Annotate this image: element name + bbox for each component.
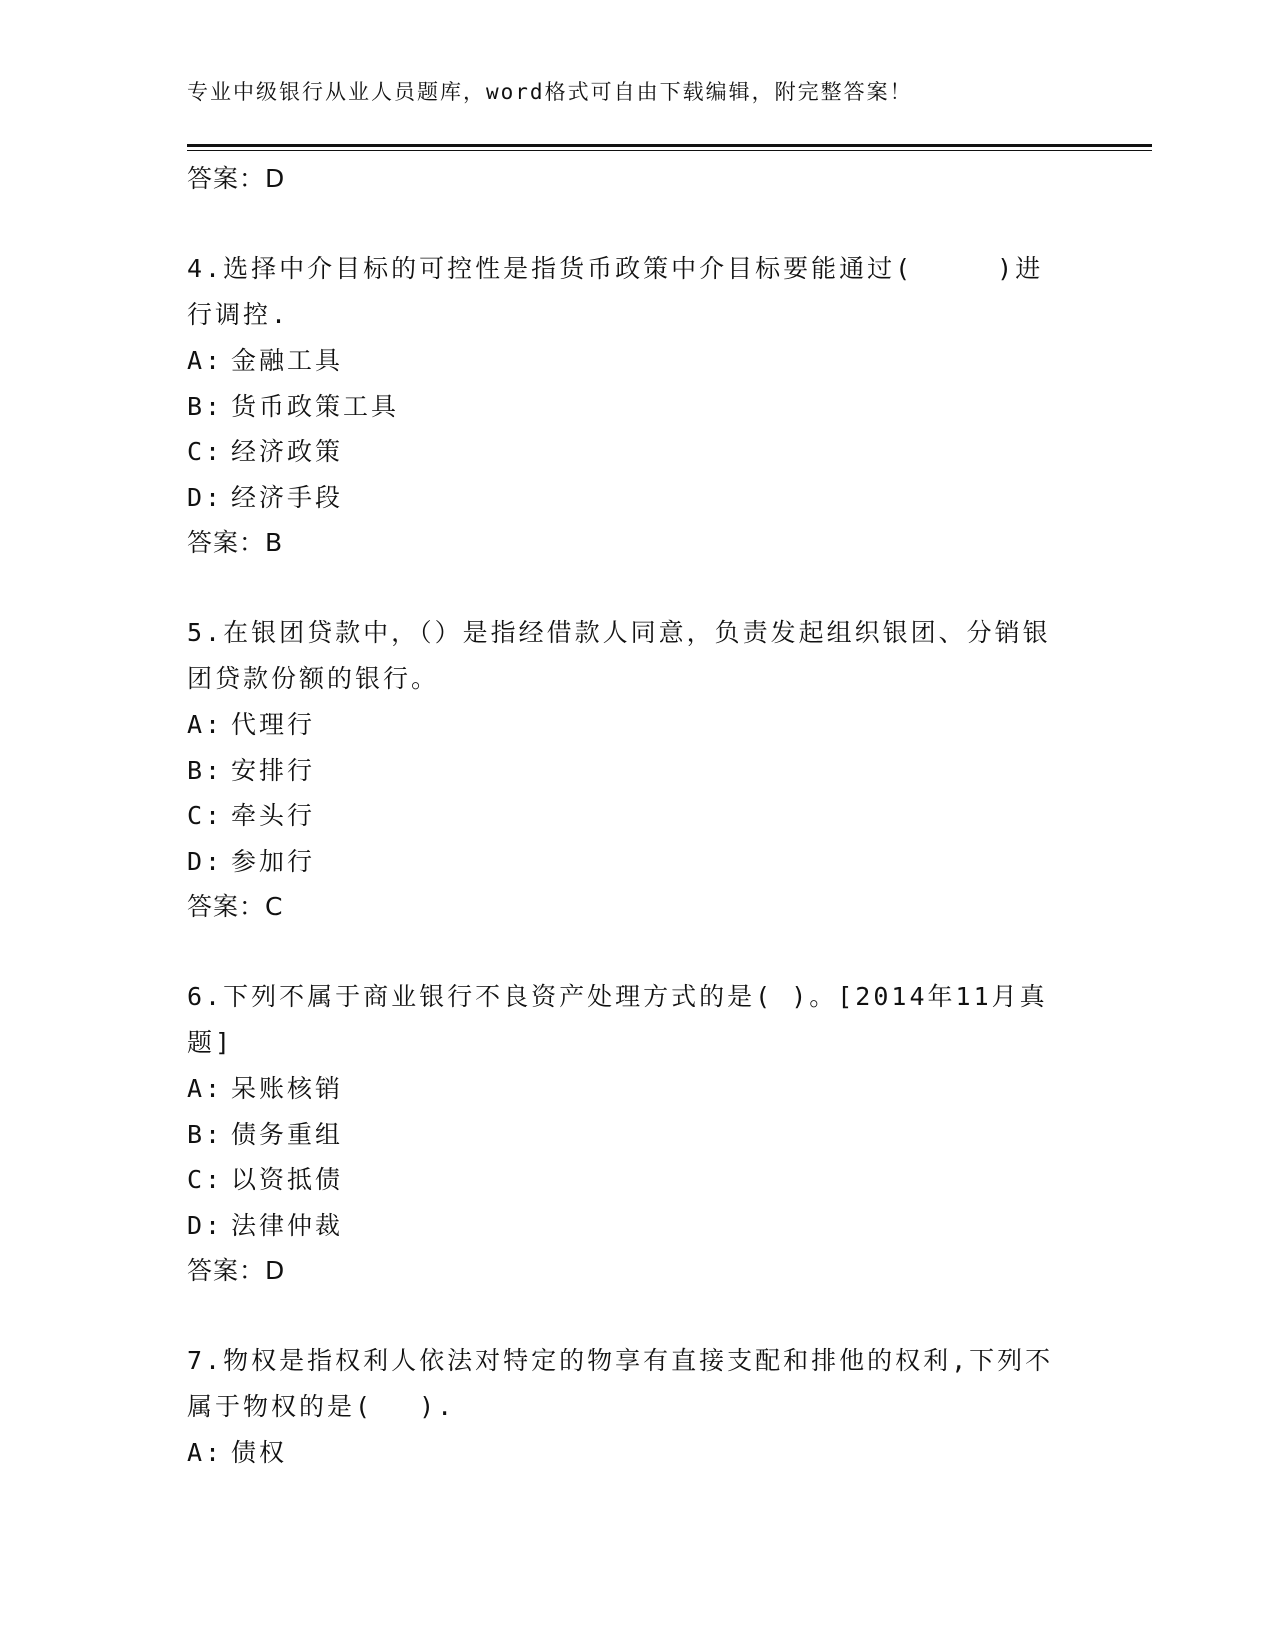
option-text: 经济手段 <box>231 482 344 512</box>
option-text: 经济政策 <box>231 437 344 466</box>
option-text: 参加行 <box>231 846 316 876</box>
option-d <box>187 839 1087 885</box>
option-text: 呆账核销 <box>231 1074 344 1103</box>
option-a <box>187 1066 1087 1112</box>
option-d <box>187 475 1087 521</box>
option-key: D: <box>187 846 224 876</box>
option-key: B: <box>187 755 224 785</box>
option-key: C: <box>187 801 224 830</box>
question-text: 7.物权是指权利人依法对特定的物享有直接支配和排他的权利,下列不属于物权的是( ). <box>187 1346 1054 1421</box>
option-a <box>187 702 1087 748</box>
answer-line: 答案：D <box>187 1256 286 1285</box>
option-key: D: <box>187 482 224 512</box>
option-key: B: <box>187 391 224 421</box>
option-key: A: <box>187 1438 224 1467</box>
option-key: D: <box>187 1210 224 1240</box>
option-d <box>187 1203 1087 1249</box>
option-key: C: <box>187 437 224 466</box>
option-c <box>187 429 1087 475</box>
answer-line: 答案：D <box>187 164 286 193</box>
option-key: B: <box>187 1119 224 1149</box>
question-list <box>187 156 1087 1476</box>
option-key: C: <box>187 1165 224 1194</box>
option-text: 牵头行 <box>231 801 316 830</box>
option-text: 货币政策工具 <box>231 391 400 421</box>
answer-line: 答案：C <box>187 892 284 921</box>
option-text: 代理行 <box>231 710 316 739</box>
option-key: A: <box>187 710 224 739</box>
header-rule-thin <box>187 150 1152 151</box>
answer-line: 答案：B <box>187 528 284 557</box>
option-text: 以资抵债 <box>231 1165 344 1194</box>
option-a <box>187 338 1087 384</box>
option-key: A: <box>187 346 224 375</box>
header-rule-thick <box>187 144 1152 147</box>
option-text: 债权 <box>231 1438 288 1467</box>
question-text: 6.下列不属于商业银行不良资产处理方式的是( )。[2014年11月真题] <box>187 982 1048 1057</box>
option-text: 安排行 <box>231 755 316 785</box>
option-text: 金融工具 <box>231 346 344 375</box>
option-a <box>187 1430 1087 1476</box>
option-key: A: <box>187 1074 224 1103</box>
option-b <box>187 1112 1087 1158</box>
question-text: 5.在银团贷款中，（）是指经借款人同意，负责发起组织银团、分销银团贷款份额的银行。 <box>187 618 1051 693</box>
option-b <box>187 384 1087 430</box>
option-c <box>187 1157 1087 1203</box>
option-c <box>187 793 1087 839</box>
page-header: 专业中级银行从业人员题库，word格式可自由下载编辑，附完整答案！ <box>187 80 913 104</box>
option-text: 法律仲裁 <box>231 1210 344 1240</box>
option-text: 债务重组 <box>231 1119 344 1149</box>
question-text: 4.选择中介目标的可控性是指货币政策中介目标要能通过( )进行调控. <box>187 254 1044 329</box>
option-b <box>187 748 1087 794</box>
